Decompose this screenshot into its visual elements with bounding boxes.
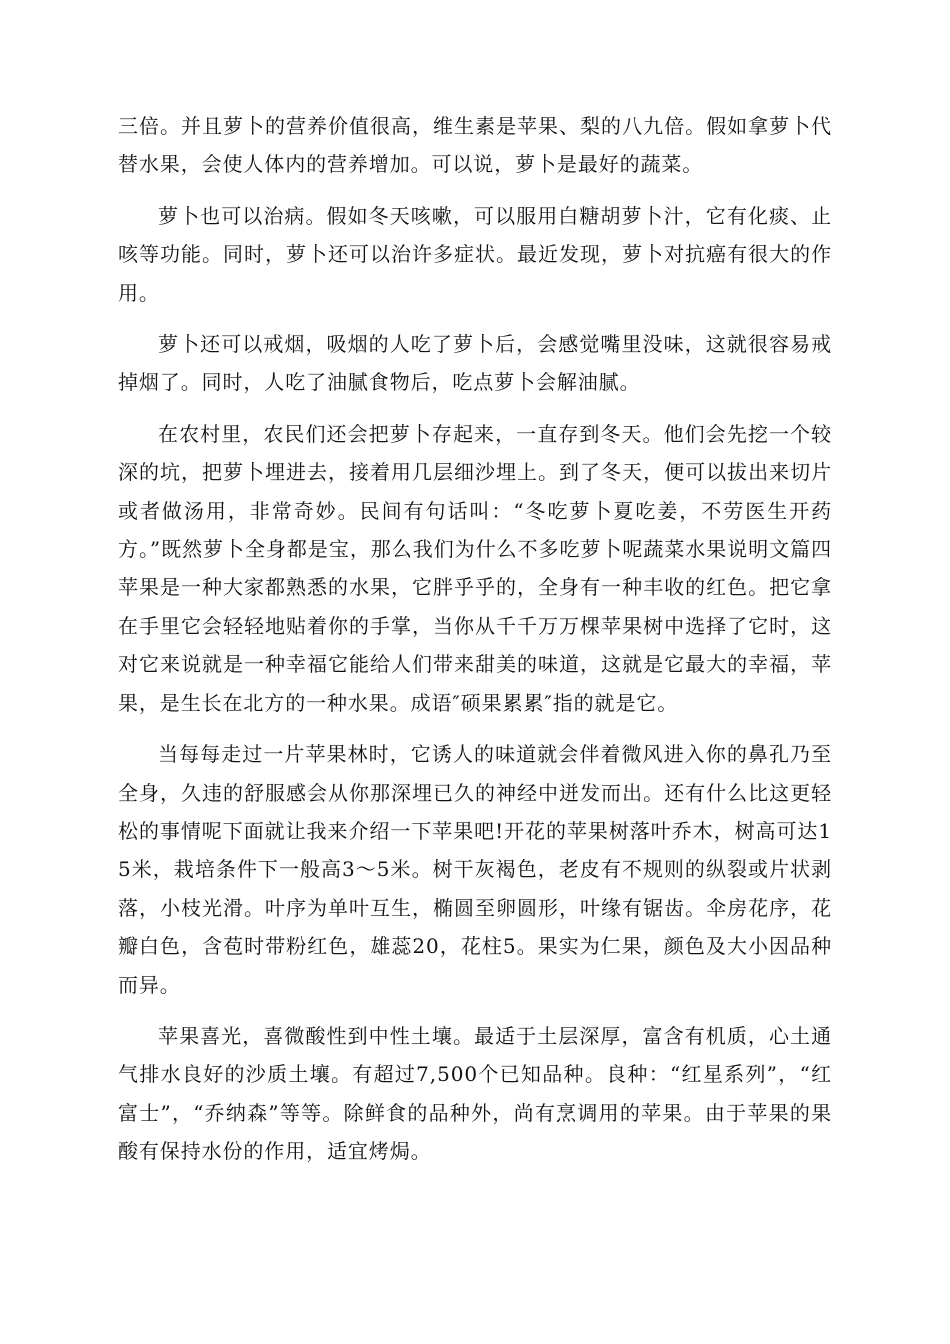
paragraph-1: 三倍。并且萝卜的营养价值很高，维生素是苹果、梨的八九倍。假如拿萝卜代替水果，会使人体内的营养增加。可以说，萝卜是最好的蔬菜。 xyxy=(118,114,832,177)
document-page xyxy=(118,107,832,1184)
paragraph-4: 在农村里，农民们还会把萝卜存起来，一直存到冬天。他们会先挖一个较深的坑，把萝卜埋进去，接着用几层细沙埋上。到了冬天，便可以拔出来切片或者做汤用，非常奇妙。民间有句话叫：“冬吃萝卜夏吃姜，不劳医生开药方。”既然萝卜全身都是宝，那么我们为什么不多吃萝卜呢蔬菜水果说明文篇四苹果是一种大家都熟悉的水果，它胖乎乎的，全身有一种丰收的红色。把它拿在手里它会轻轻地贴着你的手掌，当你从千千万万棵苹果树中选择了它时，这对它来说就是一种幸福它能给人们带来甜美的味道，这就是它最大的幸福，苹果，是生长在北方的一种水果。成语″硕果累累″指的就是它。 xyxy=(118,421,832,715)
paragraph-3: 萝卜还可以戒烟，吸烟的人吃了萝卜后，会感觉嘴里没味，这就很容易戒掉烟了。同时，人吃了油腻食物后，吃点萝卜会解油腻。 xyxy=(118,332,832,395)
paragraph-2: 萝卜也可以治病。假如冬天咳嗽，可以服用白糖胡萝卜汁，它有化痰、止咳等功能。同时，萝卜还可以治许多症状。最近发现，萝卜对抗癌有很大的作用。 xyxy=(118,203,832,305)
paragraph-6: 苹果喜光，喜微酸性到中性土壤。最适于土层深厚，富含有机质，心土通气排水良好的沙质土壤。有超过7,500个已知品种。良种：“红星系列”，“红富士”，“乔纳森”等等。除鲜食的品种外，尚有烹调用的苹果。由于苹果的果酸有保持水份的作用，适宜烤焗。 xyxy=(118,1023,832,1164)
paragraph-5: 当每每走过一片苹果林时，它诱人的味道就会伴着微风进入你的鼻孔乃至全身，久违的舒服感会从你那深埋已久的神经中迸发而出。还有什么比这更轻松的事情呢下面就让我来介绍一下苹果吧!开花的苹果树落叶乔木，树高可达15米，栽培条件下一般高3～5米。树干灰褐色，老皮有不规则的纵裂或片状剥落，小枝光滑。叶序为单叶互生，椭圆至卵圆形，叶缘有锯齿。伞房花序，花瓣白色，含苞时带粉红色，雄蕊20，花柱5。果实为仁果，颜色及大小因品种而异。 xyxy=(118,742,832,997)
